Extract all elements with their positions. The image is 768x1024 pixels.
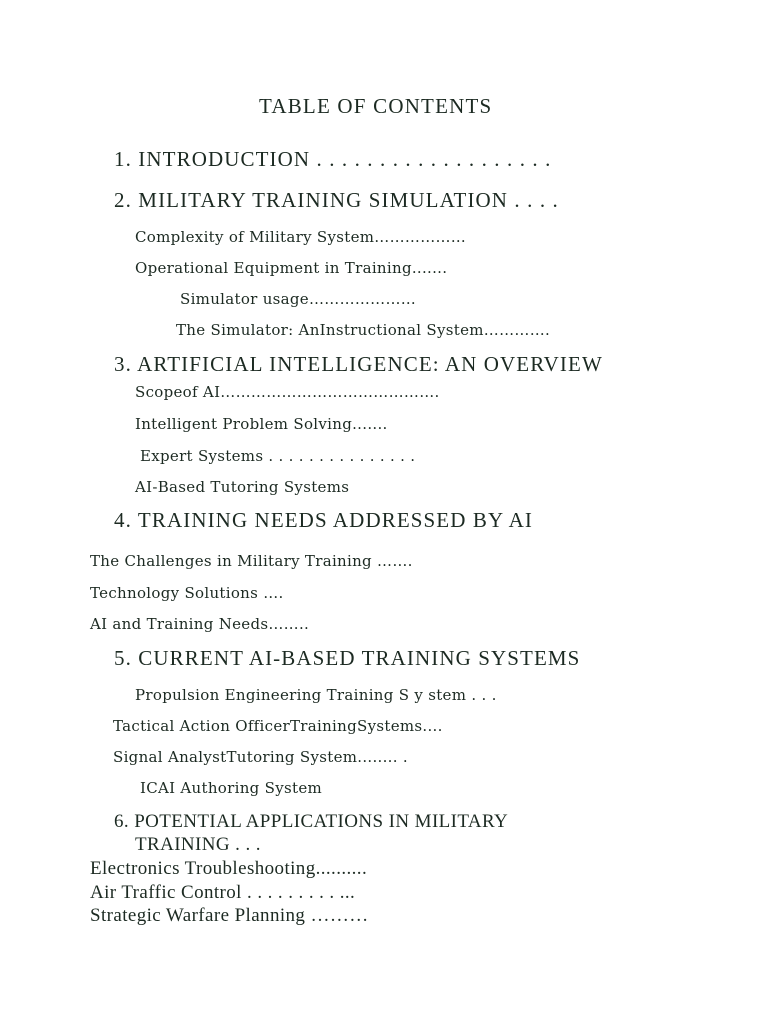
toc-heading-introduction: 1. INTRODUCTION . . . . . . . . . . . . . . . . . . . — [114, 147, 552, 171]
toc-item: Strategic Warfare Planning ……… — [90, 905, 369, 926]
toc-item: Operational Equipment in Training....... — [135, 259, 448, 277]
toc-item: Complexity of Military System……………… — [135, 228, 467, 246]
toc-item: Tactical Action OfficerTrainingSystems.... — [113, 717, 443, 735]
page-title: TABLE OF CONTENTS — [259, 94, 493, 118]
toc-item: AI-Based Tutoring Systems — [135, 478, 350, 496]
toc-item: Simulator usage………………… — [180, 290, 417, 308]
toc-item: The Simulator: AnInstructional System…………. — [176, 321, 551, 339]
toc-item: AI and Training Needs…….. — [90, 615, 310, 633]
toc-item: Air Traffic Control . . . . . . . . . ... — [90, 882, 356, 903]
toc-item: Scopeof AI……………………………………. — [135, 383, 440, 401]
toc-heading-potential-applications-cont: TRAINING . . . — [135, 834, 261, 855]
toc-item: Electronics Troubleshooting.......... — [90, 858, 368, 879]
toc-item: Technology Solutions …. — [90, 584, 284, 602]
toc-heading-potential-applications: 6. POTENTIAL APPLICATIONS IN MILITARY — [114, 811, 509, 832]
toc-item: The Challenges in Military Training ……. — [90, 552, 413, 570]
toc-heading-current-systems: 5. CURRENT AI-BASED TRAINING SYSTEMS — [114, 646, 581, 670]
toc-heading-military-training-simulation: 2. MILITARY TRAINING SIMULATION . . . . — [114, 188, 559, 212]
toc-item: Signal AnalystTutoring System........ . — [113, 748, 408, 766]
toc-heading-artificial-intelligence: 3. ARTIFICIAL INTELLIGENCE: AN OVERVIEW — [114, 352, 603, 376]
toc-item: ICAI Authoring System — [140, 779, 323, 797]
toc-heading-training-needs: 4. TRAINING NEEDS ADDRESSED BY AI — [114, 508, 533, 532]
toc-item: Propulsion Engineering Training S y stem . . . — [135, 686, 497, 704]
toc-item: Expert Systems . . . . . . . . . . . . . . . — [140, 447, 416, 465]
toc-item: Intelligent Problem Solving....... — [135, 415, 388, 433]
